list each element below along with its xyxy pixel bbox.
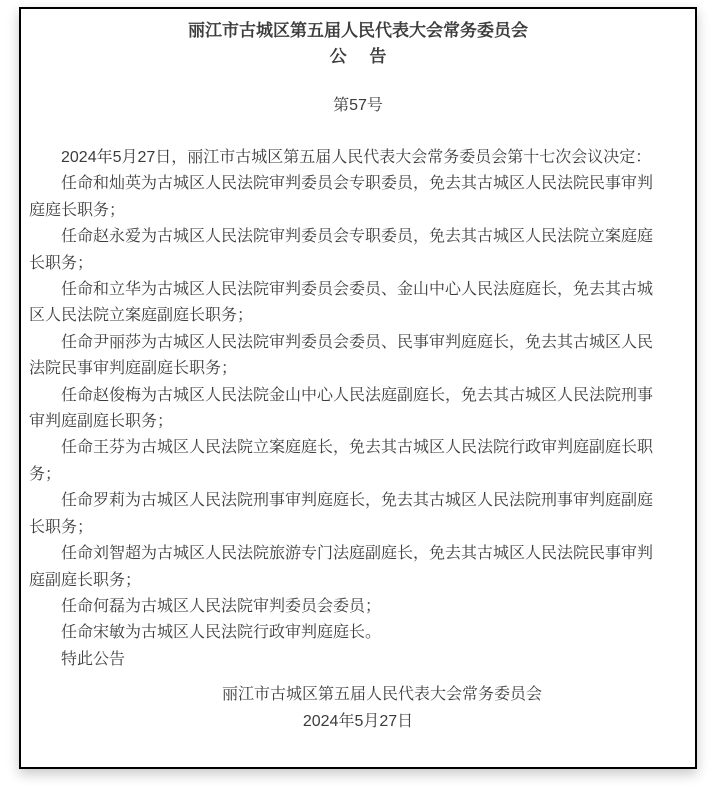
document-number: 第57号 bbox=[333, 97, 383, 114]
appointment-item-2: 任命赵永爱为古城区人民法院审判委员会专职委员，免去其古城区人民法院立案庭庭长职务； bbox=[29, 228, 654, 272]
appointment-item-4: 任命尹丽莎为古城区人民法院审判委员会委员、民事审判庭庭长，免去其古城区人民法院民事审判庭副庭长职务； bbox=[29, 333, 654, 378]
signature-date: 2024年5月27日 bbox=[302, 712, 414, 730]
appointment-item-9: 任命何磊为古城区人民法院审判委员会委员； bbox=[61, 597, 382, 615]
appointment-item-1: 任命和灿英为古城区人民法院审判委员会专职委员，免去其古城区人民法院民事审判庭庭长职务； bbox=[29, 175, 654, 219]
announcement-document bbox=[19, 7, 697, 769]
appointment-item-3: 任命和立华为古城区人民法院审判委员会委员、金山中心人民法庭庭长，免去其古城区人民法院立案庭副庭长职务； bbox=[29, 281, 654, 325]
signature-org: 丽江市古城区第五届人民代表大会常务委员会 bbox=[221, 686, 542, 704]
appointment-item-6: 任命王芬为古城区人民法院立案庭庭长，免去其古城区人民法院行政审判庭副庭长职务； bbox=[29, 439, 654, 483]
document-org-title: 丽江市古城区第五届人民代表大会常务委员会 bbox=[188, 21, 528, 40]
appointment-item-10: 任命宋敏为古城区人民法院行政审判庭庭长。 bbox=[61, 624, 382, 642]
document-body bbox=[21, 145, 665, 673]
appointment-item-5: 任命赵俊梅为古城区人民法院金山中心人民法庭副庭长，免去其古城区人民法院刑事审判庭副庭长职务； bbox=[29, 386, 654, 431]
closing-text: 特此公告 bbox=[61, 650, 126, 668]
appointment-item-7: 任命罗莉为古城区人民法院刑事审判庭庭长，免去其古城区人民法院刑事审判庭副庭长职务； bbox=[29, 492, 654, 536]
intro-paragraph: 2024年5月27日，丽江市古城区第五届人民代表大会常务委员会第十七次会议决定： bbox=[61, 149, 652, 166]
document-type-title: 公 告 bbox=[329, 47, 387, 66]
signature-block bbox=[21, 682, 695, 735]
appointment-item-8: 任命刘智超为古城区人民法院旅游专门法庭副庭长，免去其古城区人民法院民事审判庭副庭长职务； bbox=[29, 545, 654, 589]
